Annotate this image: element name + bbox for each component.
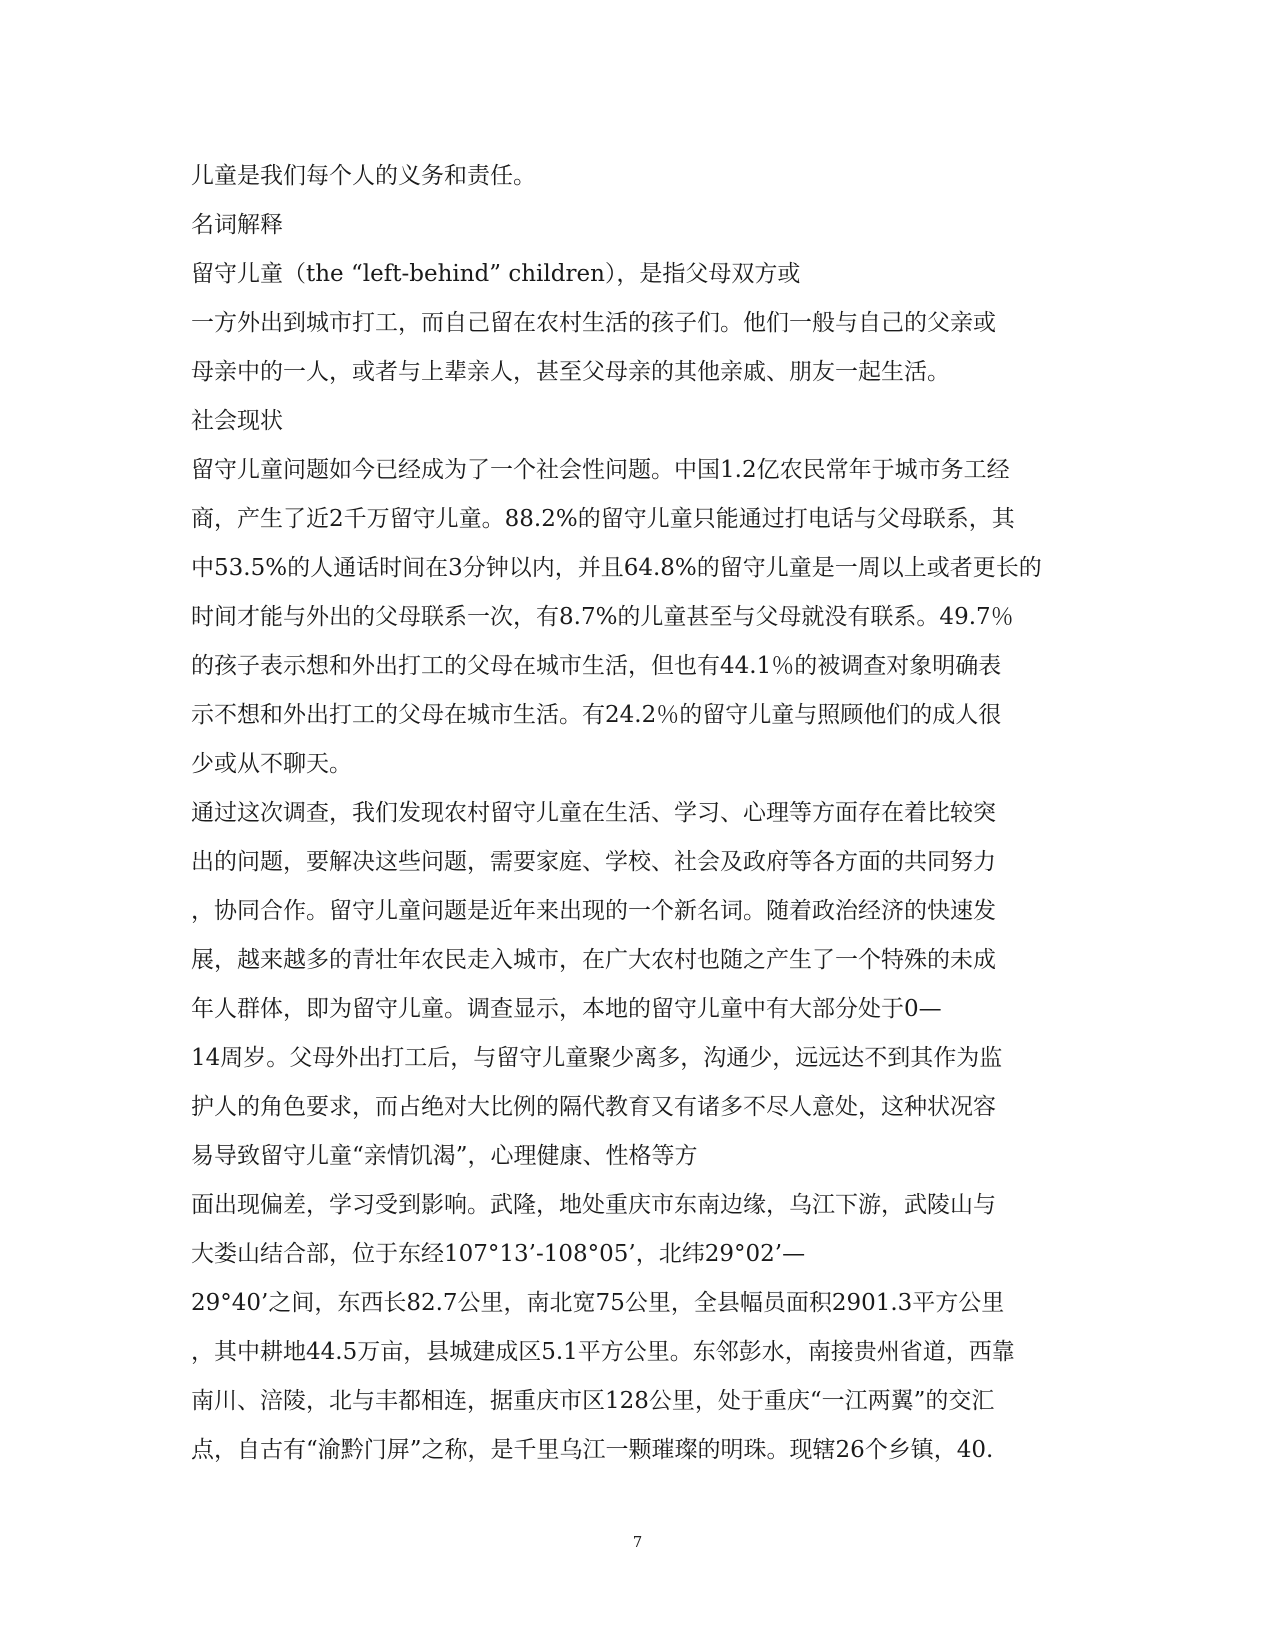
text-line: 大娄山结合部，位于东经107°13’-108°05’，北纬29°02’— (191, 1241, 806, 1267)
text-line: 年人群体，即为留守儿童。调查显示，本地的留守儿童中有大部分处于0— (191, 996, 942, 1022)
text-line: 一方外出到城市打工，而自己留在农村生活的孩子们。他们一般与自己的父亲或 (191, 310, 996, 336)
text-line: 出的问题，要解决这些问题，需要家庭、学校、社会及政府等各方面的共同努力 (191, 849, 996, 875)
text-line: 少或从不聊天。 (191, 751, 352, 777)
section-heading-social-status: 社会现状 (191, 408, 283, 434)
text-line: 留守儿童问题如今已经成为了一个社会性问题。中国1.2亿农民常年于城市务工经 (191, 457, 1010, 483)
text-line: 通过这次调查，我们发现农村留守儿童在生活、学习、心理等方面存在着比较突 (191, 800, 996, 826)
text-line: 29°40’之间，东西长82.7公里，南北宽75公里，全县幅员面积2901.3平方公里 (191, 1290, 1005, 1316)
body-text (191, 152, 1091, 1475)
text-line: 14周岁。父母外出打工后，与留守儿童聚少离多，沟通少，远远达不到其作为监 (191, 1045, 1003, 1071)
section-heading-term-definition: 名词解释 (191, 212, 283, 238)
text-line: 商，产生了近2千万留守儿童。88.2%的留守儿童只能通过打电话与父母联系，其 (191, 506, 1015, 532)
text-line: 护人的角色要求，而占绝对大比例的隔代教育又有诸多不尽人意处，这种状况容 (191, 1094, 996, 1120)
text-line: 留守儿童（the “left-behind” children），是指父母双方或 (191, 261, 801, 287)
text-line: 中53.5%的人通话时间在3分钟以内，并且64.8%的留守儿童是一周以上或者更长的 (191, 555, 1042, 581)
text-line: ，其中耕地44.5万亩，县城建成区5.1平方公里。东邻彭水，南接贵州省道，西靠 (191, 1339, 1015, 1365)
text-line: 面出现偏差，学习受到影响。武隆，地处重庆市东南边缘，乌江下游，武陵山与 (191, 1192, 996, 1218)
text-line: 儿童是我们每个人的义务和责任。 (191, 163, 536, 189)
page-number: 7 (632, 1533, 643, 1551)
text-line: 母亲中的一人，或者与上辈亲人，甚至父母亲的其他亲戚、朋友一起生活。 (191, 359, 950, 385)
text-line: 的孩子表示想和外出打工的父母在城市生活，但也有44.1％的被调查对象明确表 (191, 653, 1002, 679)
text-line: 时间才能与外出的父母联系一次，有8.7%的儿童甚至与父母就没有联系。49.7％ (191, 604, 1014, 630)
text-line: 示不想和外出打工的父母在城市生活。有24.2％的留守儿童与照顾他们的成人很 (191, 702, 1002, 728)
text-line: 南川、涪陵，北与丰都相连，据重庆市区128公里，处于重庆“一江两翼”的交汇 (191, 1388, 995, 1414)
text-line: 易导致留守儿童“亲情饥渴”，心理健康、性格等方 (191, 1143, 698, 1169)
text-line: 展，越来越多的青壮年农民走入城市，在广大农村也随之产生了一个特殊的未成 (191, 947, 996, 973)
text-line: 点，自古有“渝黔门屏”之称，是千里乌江一颗璀璨的明珠。现辖26个乡镇，40. (191, 1437, 994, 1463)
text-line: ，协同合作。留守儿童问题是近年来出现的一个新名词。随着政治经济的快速发 (191, 898, 996, 924)
